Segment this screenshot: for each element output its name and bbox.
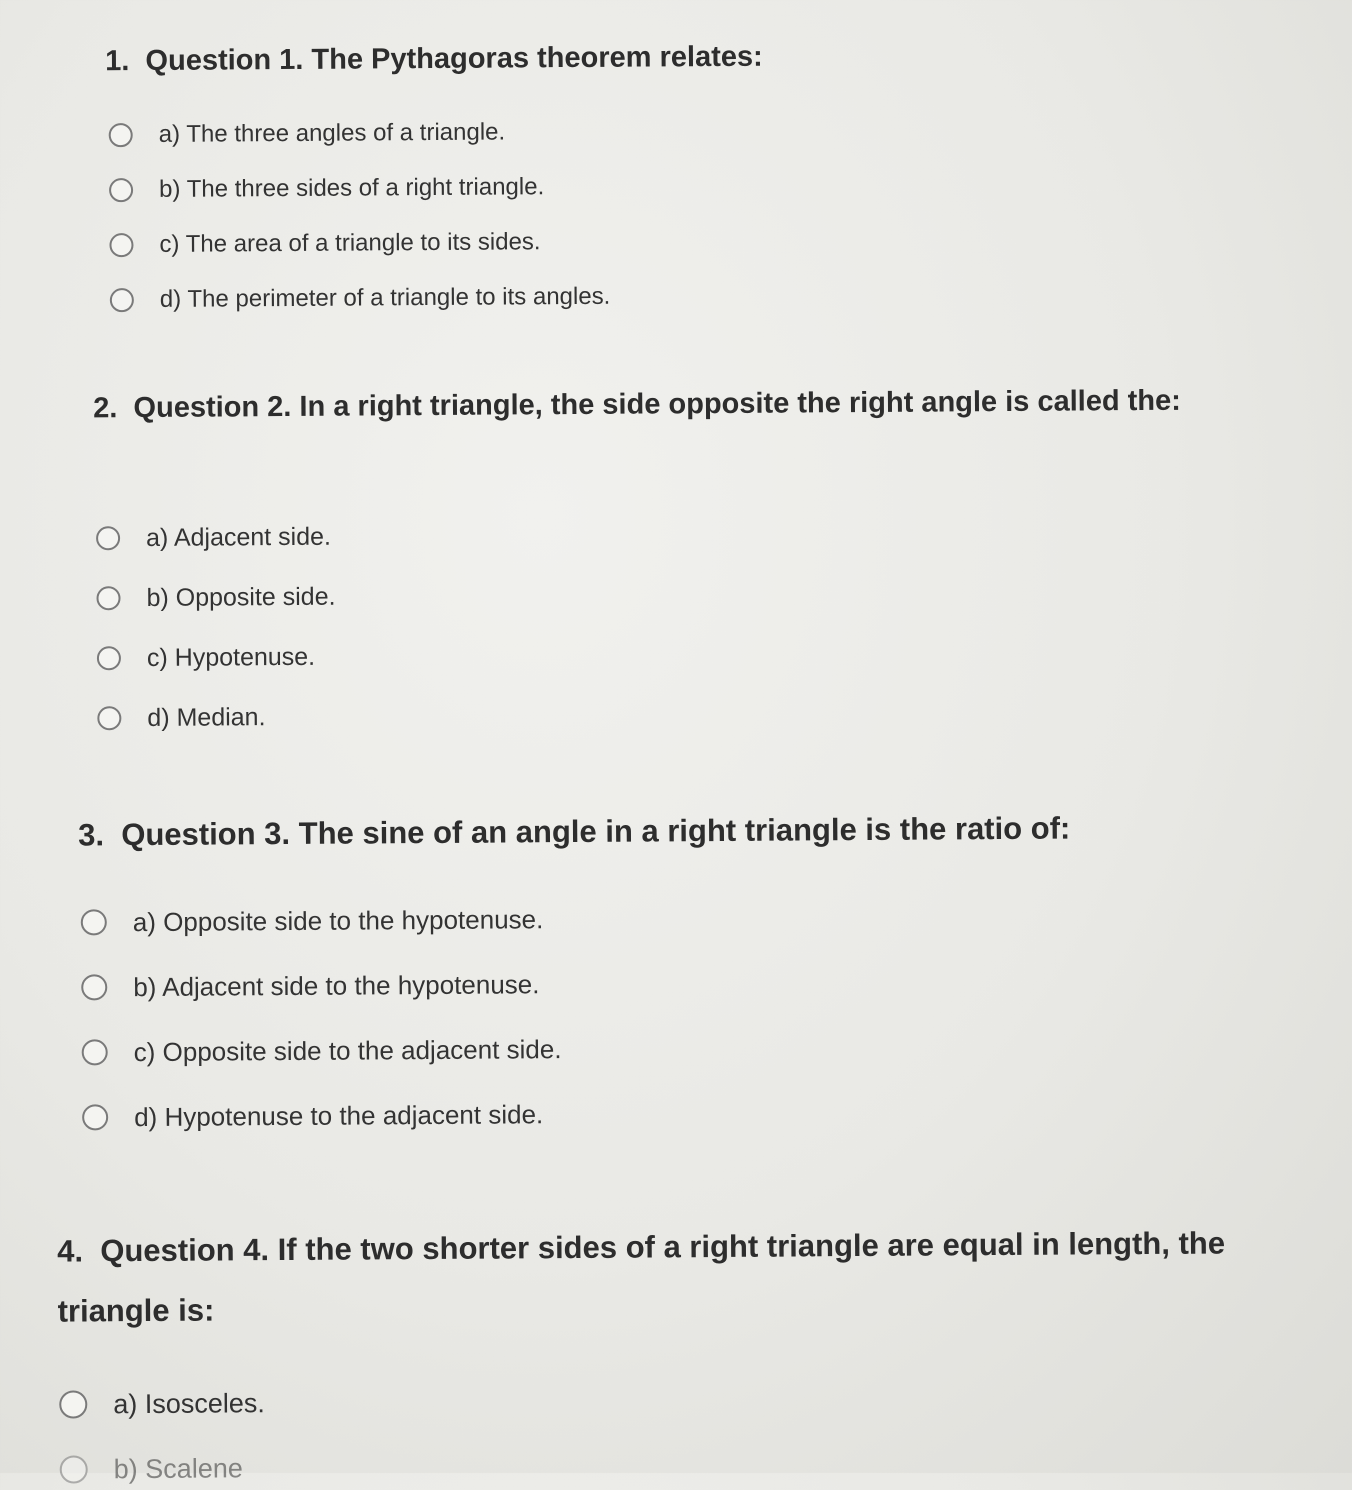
question-3-title: 3. Question 3. The sine of an angle in a right triangle is the ratio of: (78, 810, 1071, 853)
radio-button-icon[interactable] (82, 1104, 108, 1130)
radio-button-icon[interactable] (109, 123, 133, 147)
question-3-option-d[interactable] (82, 1094, 543, 1137)
option-label: c) The area of a triangle to its sides. (159, 228, 541, 258)
radio-button-icon[interactable] (81, 909, 107, 935)
option-label: d) The perimeter of a triangle to its angles. (159, 282, 611, 313)
radio-button-icon[interactable] (109, 178, 133, 202)
radio-button-icon[interactable] (96, 526, 120, 550)
question-4-option-a[interactable] (59, 1383, 265, 1424)
option-label: a) Opposite side to the hypotenuse. (132, 903, 544, 937)
question-2-option-c[interactable] (97, 637, 315, 679)
option-label: c) Hypotenuse. (146, 642, 316, 672)
question-4-title: 4. Question 4. If the two shorter sides of a right triangle are equal in length, the triangle is: (57, 1225, 1234, 1329)
radio-button-icon[interactable] (96, 586, 120, 610)
question-3-option-c[interactable] (82, 1029, 562, 1072)
option-label: d) Median. (147, 702, 266, 732)
radio-button-icon[interactable] (59, 1390, 87, 1418)
radio-button-icon[interactable] (81, 974, 107, 1000)
option-label: a) Adjacent side. (145, 522, 332, 552)
question-3-option-b[interactable] (81, 964, 539, 1007)
option-label: d) Hypotenuse to the adjacent side. (134, 1098, 544, 1132)
question-2 (0, 372, 1352, 732)
option-label: c) Opposite side to the adjacent side. (133, 1033, 562, 1067)
option-label: a) Isosceles. (113, 1387, 265, 1419)
radio-button-icon[interactable] (82, 1039, 108, 1065)
question-4-option-b[interactable] (60, 1448, 243, 1489)
radio-button-icon[interactable] (110, 288, 134, 312)
option-label: b) The three sides of a right triangle. (158, 173, 545, 203)
question-1 (0, 25, 1352, 313)
question-1-option-c[interactable] (109, 222, 540, 265)
question-1-title: 1. Question 1. The Pythagoras theorem relates: (105, 40, 763, 78)
radio-button-icon[interactable] (109, 233, 133, 257)
question-4 (0, 1213, 1352, 1484)
radio-button-icon[interactable] (97, 706, 121, 730)
question-3-option-a[interactable] (81, 899, 544, 942)
question-1-option-a[interactable] (109, 112, 506, 155)
question-1-option-b[interactable] (109, 167, 544, 210)
radio-button-icon[interactable] (97, 646, 121, 670)
option-label: a) The three angles of a triangle. (158, 118, 506, 148)
option-label: b) Scalene (113, 1452, 243, 1484)
question-1-option-d[interactable] (110, 277, 611, 320)
radio-button-icon[interactable] (60, 1455, 88, 1483)
question-2-option-b[interactable] (96, 577, 335, 619)
option-label: b) Adjacent side to the hypotenuse. (133, 968, 540, 1002)
question-2-option-a[interactable] (96, 517, 331, 559)
question-2-option-d[interactable] (97, 697, 265, 738)
question-3 (0, 799, 1352, 1132)
question-2-title: 2. Question 2. In a right triangle, the side opposite the right angle is called the: (93, 384, 1181, 425)
option-label: b) Opposite side. (146, 582, 336, 612)
